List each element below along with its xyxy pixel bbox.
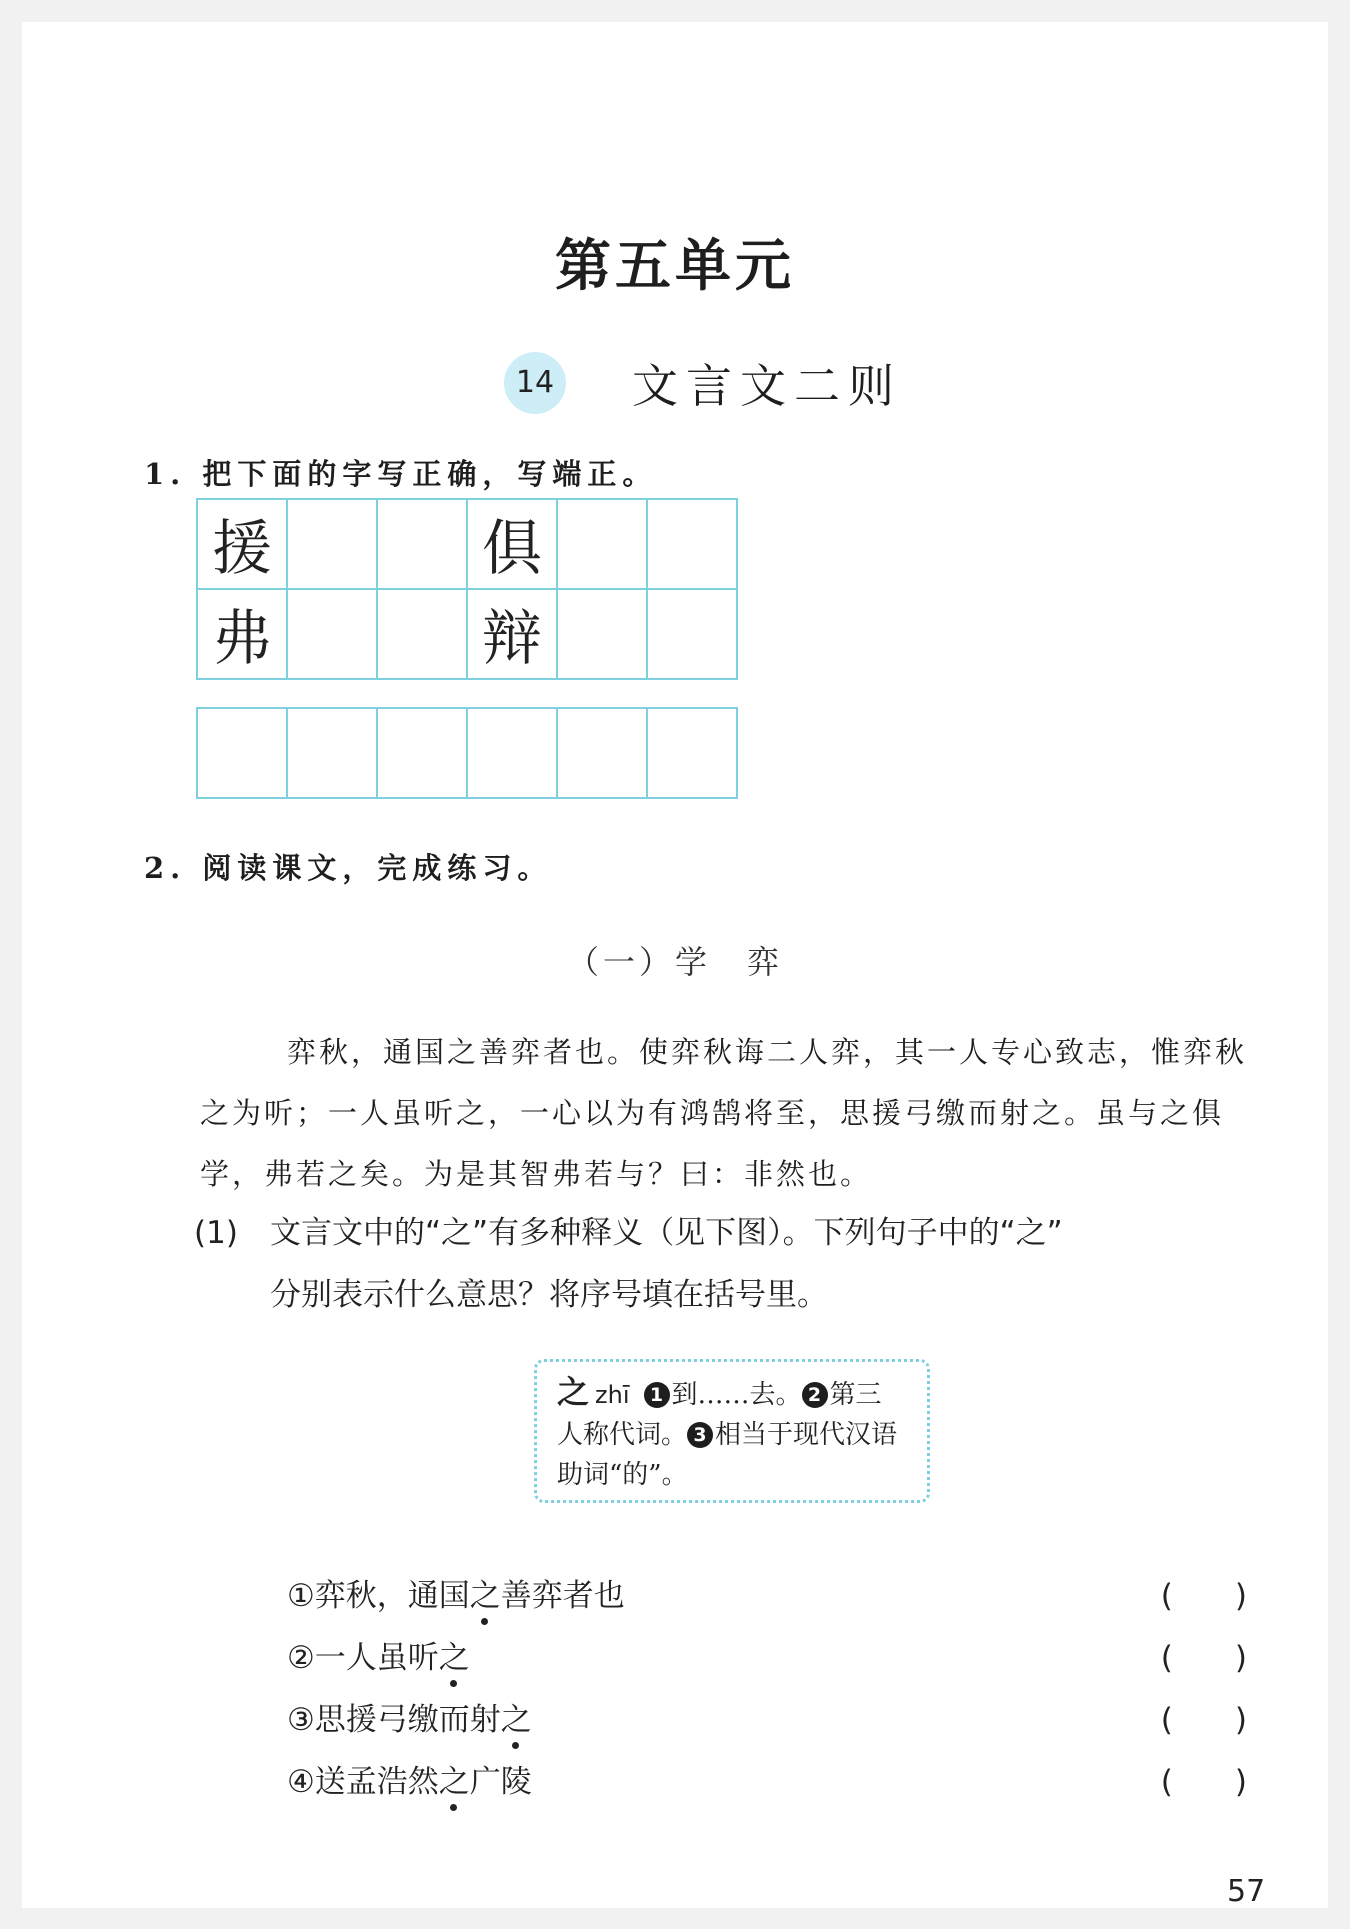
sentence-part: ①弈秋，通国 <box>287 1578 470 1614</box>
answer-blank[interactable]: ( ) <box>1160 1640 1247 1676</box>
emphasized-char: 之 <box>439 1756 470 1801</box>
answer-blank[interactable]: ( ) <box>1160 1702 1247 1738</box>
meaning-text: 相当于现代汉语助词“的”。 <box>557 1420 898 1490</box>
meaning-number: 2 <box>802 1382 828 1408</box>
sub-question-line <box>194 1202 1264 1264</box>
grid-cell[interactable] <box>377 499 467 589</box>
answer-item-3 <box>287 1694 1247 1746</box>
grid-cell[interactable] <box>287 589 377 679</box>
item-sentence <box>287 1570 625 1615</box>
definition-char: 之 <box>557 1373 590 1411</box>
sentence-part: ③思援弓缴而射 <box>287 1702 501 1738</box>
grid-cell[interactable] <box>197 708 287 798</box>
grid-cell[interactable] <box>557 589 647 679</box>
sentence-part: ④送孟浩然 <box>287 1764 439 1800</box>
grid-cell[interactable]: 弗 <box>197 589 287 679</box>
grid-cell[interactable] <box>647 708 737 798</box>
unit-title: 第五单元 <box>555 233 795 299</box>
meaning-number: 3 <box>687 1422 713 1448</box>
grid-cell[interactable] <box>377 708 467 798</box>
question-1-title: 1. 把下面的字写正确，写端正。 <box>144 457 658 491</box>
grid-cell[interactable]: 辩 <box>467 589 557 679</box>
grid-cell[interactable] <box>647 499 737 589</box>
grid-cell[interactable] <box>647 589 737 679</box>
grid-cell[interactable] <box>287 499 377 589</box>
grid-row <box>197 499 737 589</box>
emphasized-char: 之 <box>501 1694 532 1739</box>
definition-pinyin: zhī <box>595 1381 630 1409</box>
answer-blank[interactable]: ( ) <box>1160 1578 1247 1614</box>
grid-cell[interactable] <box>377 589 467 679</box>
question-2-title: 2. 阅读课文，完成练习。 <box>144 851 553 885</box>
writing-grid-1 <box>196 498 738 680</box>
grid-cell[interactable] <box>557 499 647 589</box>
grid-row <box>197 589 737 679</box>
grid-cell[interactable] <box>467 708 557 798</box>
grid-cell[interactable]: 俱 <box>467 499 557 589</box>
grid-row <box>197 708 737 798</box>
sub-question-text: 文言文中的“之”有多种释义（见下图）。下列句子中的“之” <box>270 1215 1063 1251</box>
sub-question-label: (1) <box>194 1215 238 1251</box>
item-sentence <box>287 1632 470 1677</box>
writing-grid-2 <box>196 707 738 799</box>
lesson-title: 文言文二则 <box>632 359 902 413</box>
meaning-text: 到……去。 <box>671 1380 802 1410</box>
sentence-part: 广陵 <box>469 1764 532 1800</box>
emphasized-char: 之 <box>439 1632 470 1677</box>
answer-item-1 <box>287 1570 1247 1622</box>
grid-cell[interactable] <box>287 708 377 798</box>
answer-item-4 <box>287 1756 1247 1808</box>
grid-cell[interactable]: 援 <box>197 499 287 589</box>
workbook-page <box>22 22 1328 1908</box>
meaning-text: 第三人称代词。 <box>557 1380 882 1450</box>
sub-question-1 <box>194 1202 1264 1326</box>
emphasized-char: 之 <box>470 1570 501 1615</box>
definition-box <box>534 1359 930 1503</box>
page-number: 57 <box>1227 1874 1266 1909</box>
passage-subtitle: （一）学 弈 <box>566 943 783 981</box>
item-sentence <box>287 1756 532 1801</box>
grid-cell[interactable] <box>557 708 647 798</box>
sentence-part: ②一人虽听 <box>287 1640 439 1676</box>
sentence-part: 善弈者也 <box>500 1578 625 1614</box>
item-sentence <box>287 1694 532 1739</box>
answer-blank[interactable]: ( ) <box>1160 1764 1247 1800</box>
sub-question-text: 分别表示什么意思？将序号填在括号里。 <box>270 1277 828 1313</box>
answer-item-2 <box>287 1632 1247 1684</box>
passage-text: 弈秋，通国之善弈者也。使弈秋诲二人弈，其一人专心致志，惟弈秋之为听；一人虽听之，一心以为有鸿鹄将至，思援弓缴而射之。虽与之俱学，弗若之矣。为是其智弗若与？曰：非然也。 <box>200 1035 1248 1191</box>
meaning-number: 1 <box>644 1382 670 1408</box>
lesson-number-badge: 14 <box>504 352 566 414</box>
